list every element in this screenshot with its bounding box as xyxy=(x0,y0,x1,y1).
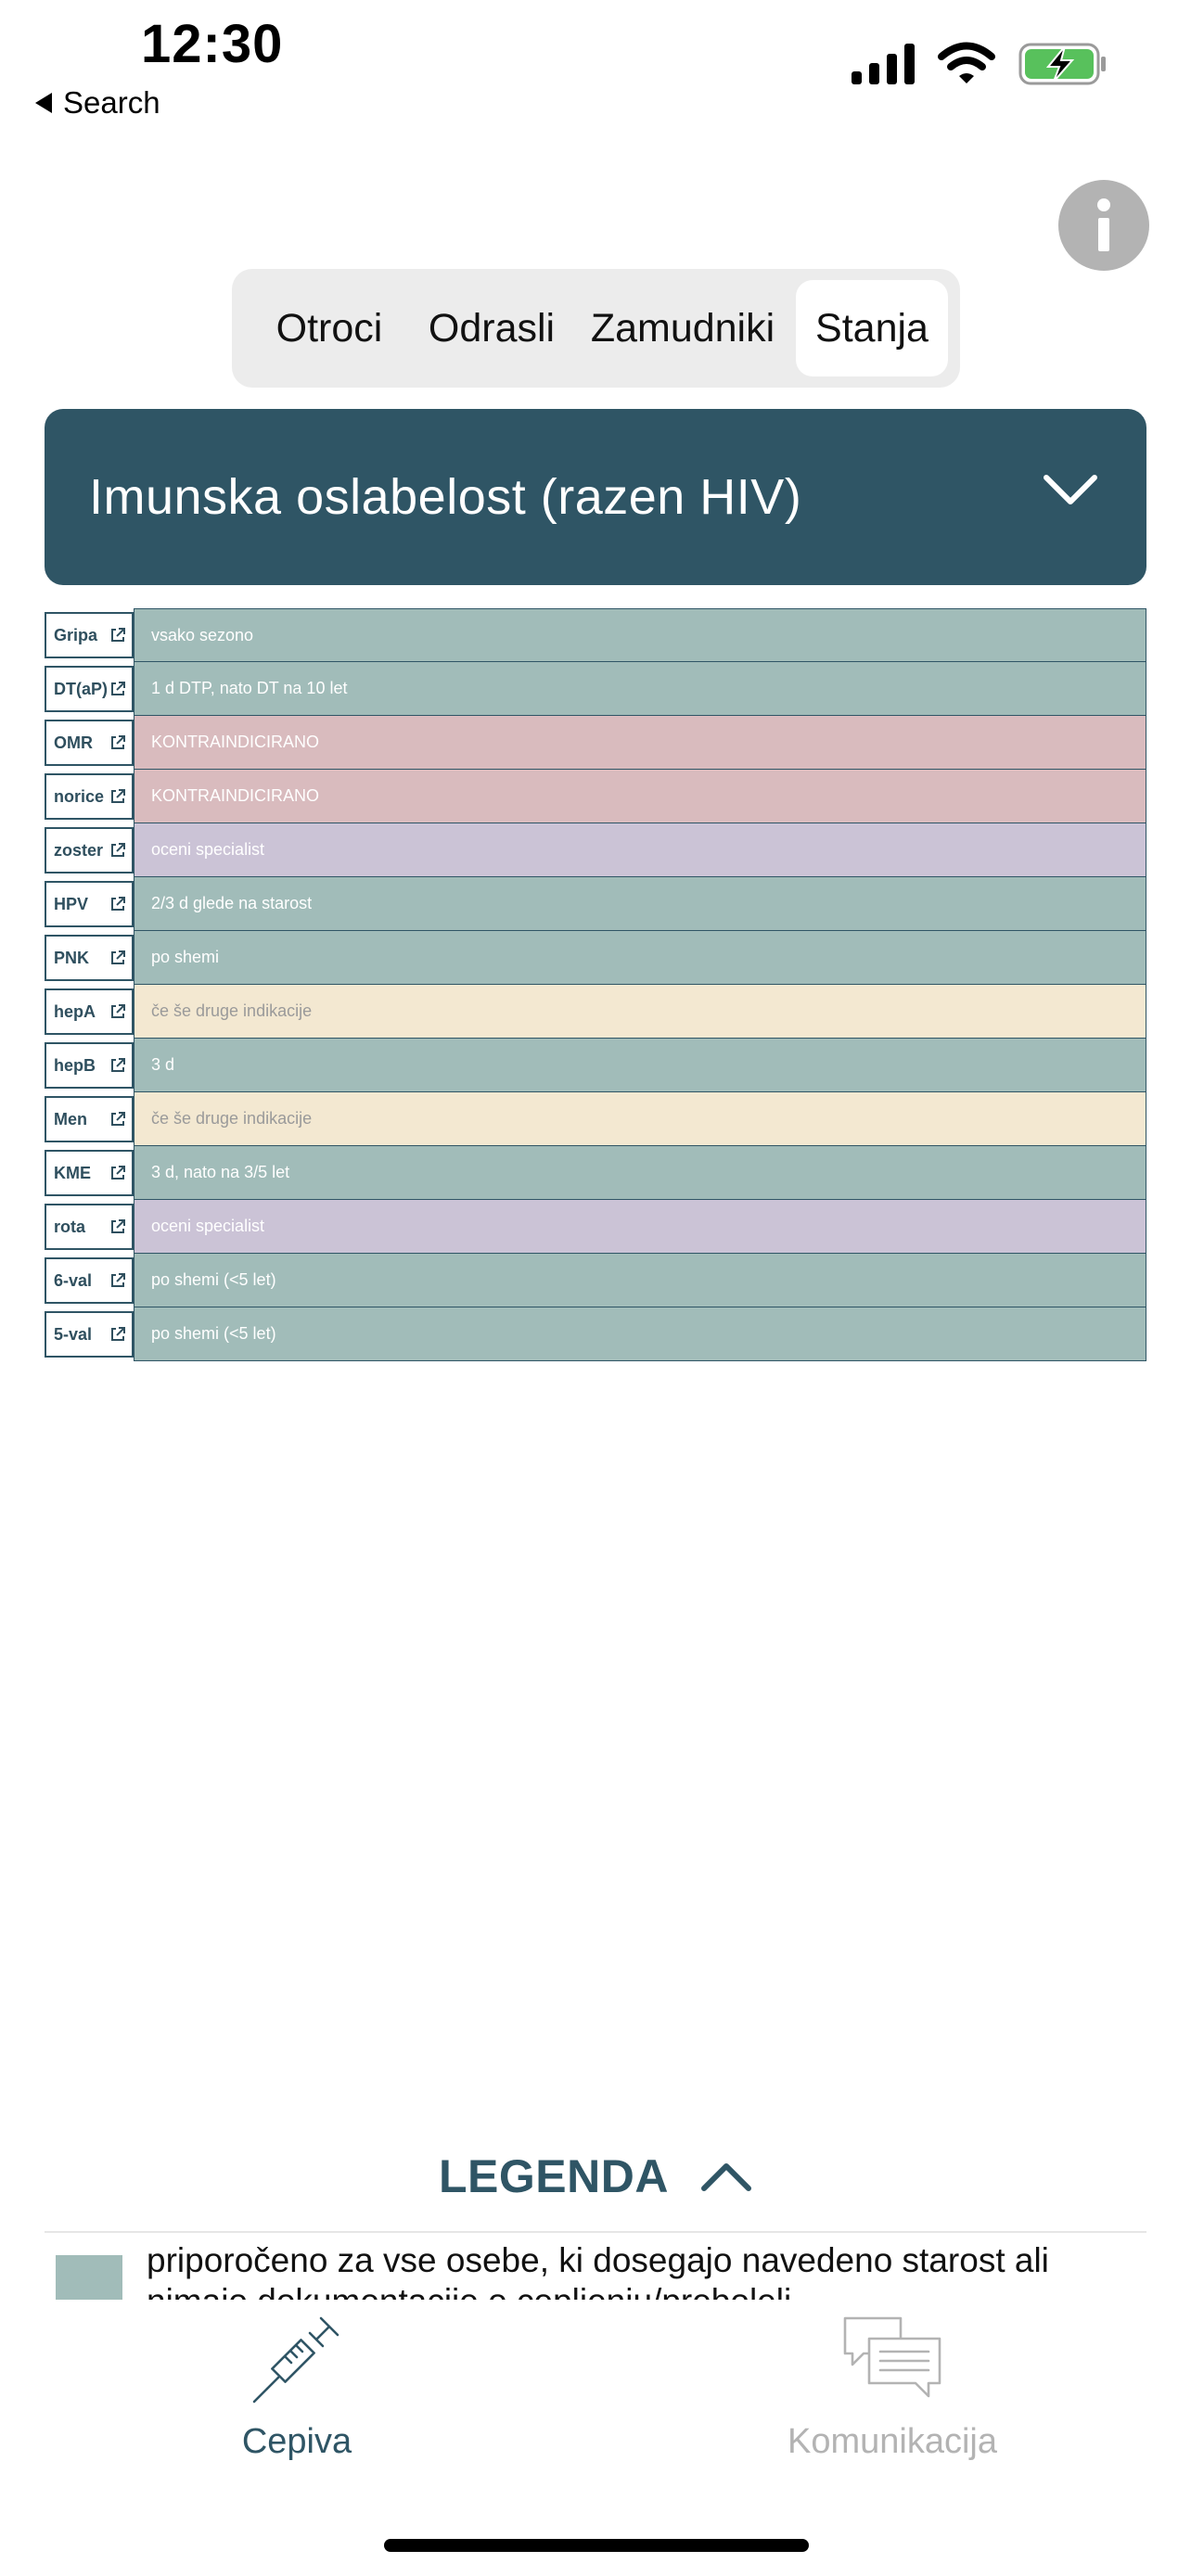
external-link-icon xyxy=(109,1003,126,1020)
vaccine-link-button[interactable] xyxy=(45,988,134,1035)
tab-zamudniki[interactable]: Zamudniki xyxy=(590,305,775,351)
external-link-icon xyxy=(109,788,126,805)
legend-swatch xyxy=(56,2255,122,2303)
category-tabs xyxy=(232,269,960,388)
vaccine-name: PNK xyxy=(54,948,90,967)
vaccine-name: hepB xyxy=(54,1055,96,1075)
back-label: Search xyxy=(63,85,160,120)
vaccine-name: hepA xyxy=(54,1001,96,1021)
table-row xyxy=(45,1039,1146,1092)
vaccine-link-button[interactable] xyxy=(45,935,134,981)
vaccine-table xyxy=(45,608,1146,1361)
recommendation-text: KONTRAINDICIRANO xyxy=(151,733,320,751)
vaccine-name: 5-val xyxy=(54,1324,93,1344)
recommendation-text: po shemi (<5 let) xyxy=(151,1270,276,1289)
back-to-search[interactable] xyxy=(35,85,160,121)
vaccine-name: KME xyxy=(54,1163,91,1182)
external-link-icon xyxy=(109,1165,126,1181)
table-row xyxy=(45,931,1146,985)
vaccine-link-button[interactable] xyxy=(45,1150,134,1196)
recommendation-text: če še druge indikacije xyxy=(151,1001,313,1020)
vaccine-link-button[interactable] xyxy=(45,612,134,658)
table-row xyxy=(45,608,1146,662)
status-time: 12:30 xyxy=(141,14,284,74)
recommendation-text: če še druge indikacije xyxy=(151,1109,313,1128)
vaccine-link-button[interactable] xyxy=(45,881,134,927)
recommendation-text: 2/3 d glede na starost xyxy=(151,894,313,912)
external-link-icon xyxy=(109,842,126,859)
vaccine-link-button[interactable] xyxy=(45,773,134,820)
external-link-icon xyxy=(109,1111,126,1128)
vaccine-recommendation xyxy=(134,877,1146,931)
vaccine-name: Men xyxy=(54,1109,87,1129)
vaccine-link-button[interactable] xyxy=(45,666,134,712)
table-row xyxy=(45,985,1146,1039)
vaccine-name: zoster xyxy=(54,840,104,860)
recommendation-text: po shemi (<5 let) xyxy=(151,1324,276,1343)
vaccine-recommendation xyxy=(134,985,1146,1039)
tab-komunikacija[interactable] xyxy=(707,2300,1078,2462)
vaccine-recommendation xyxy=(134,1200,1146,1254)
external-link-icon xyxy=(109,627,126,644)
table-row xyxy=(45,716,1146,770)
recommendation-text: po shemi xyxy=(151,948,220,966)
table-row xyxy=(45,877,1146,931)
external-link-icon xyxy=(109,1326,126,1343)
legend-divider xyxy=(45,2231,1146,2233)
tab-cepiva[interactable] xyxy=(111,2300,482,2462)
recommendation-text: 3 d xyxy=(151,1055,175,1074)
vaccine-name: DT(aP) xyxy=(54,679,108,698)
external-link-icon xyxy=(109,734,126,751)
vaccine-recommendation xyxy=(134,823,1146,877)
table-row xyxy=(45,1254,1146,1307)
vaccine-recommendation xyxy=(134,1254,1146,1307)
external-link-icon xyxy=(109,896,126,912)
external-link-icon xyxy=(109,681,126,697)
recommendation-text: 1 d DTP, nato DT na 10 let xyxy=(151,679,348,697)
vaccine-name: norice xyxy=(54,786,105,806)
vaccine-recommendation xyxy=(134,931,1146,985)
vaccine-recommendation xyxy=(134,770,1146,823)
battery-charging-icon xyxy=(1018,43,1108,85)
vaccine-recommendation xyxy=(134,662,1146,716)
vaccine-name: 6-val xyxy=(54,1270,93,1290)
tab-odrasli[interactable]: Odrasli xyxy=(428,305,556,351)
table-row xyxy=(45,1146,1146,1200)
chat-bubbles-icon xyxy=(841,2313,943,2405)
info-button[interactable] xyxy=(1058,180,1149,271)
legend-item-text: priporočeno za vse osebe, ki dosegajo navedeno starost ali xyxy=(147,2241,1049,2279)
legend-item xyxy=(56,2237,1146,2292)
recommendation-text: 3 d, nato na 3/5 let xyxy=(151,1163,290,1181)
back-arrow-icon xyxy=(35,93,52,113)
tab-label-komunikacija: Komunikacija xyxy=(788,2422,997,2461)
vaccine-name: OMR xyxy=(54,733,93,752)
table-row xyxy=(45,1307,1146,1361)
recommendation-text: oceni specialist xyxy=(151,1217,265,1235)
home-indicator xyxy=(384,2539,809,2552)
vaccine-recommendation xyxy=(134,716,1146,770)
vaccine-link-button[interactable] xyxy=(45,827,134,874)
chevron-down-icon xyxy=(1043,474,1098,507)
table-row xyxy=(45,770,1146,823)
vaccine-recommendation xyxy=(134,1146,1146,1200)
table-row xyxy=(45,1200,1146,1254)
vaccine-link-button[interactable] xyxy=(45,1204,134,1250)
info-icon xyxy=(1085,198,1122,253)
condition-dropdown[interactable] xyxy=(45,409,1146,585)
condition-title: Imunska oslabelost (razen HIV) xyxy=(89,469,802,525)
external-link-icon xyxy=(109,1218,126,1235)
recommendation-text: KONTRAINDICIRANO xyxy=(151,786,320,805)
vaccine-recommendation xyxy=(134,1092,1146,1146)
wifi-icon xyxy=(939,43,994,85)
cellular-signal-icon xyxy=(852,44,915,84)
legend-title: LEGENDA xyxy=(439,2150,669,2202)
legend-toggle[interactable] xyxy=(0,2149,1191,2203)
vaccine-link-button[interactable] xyxy=(45,720,134,766)
vaccine-recommendation xyxy=(134,1039,1146,1092)
tab-stanja[interactable]: Stanja xyxy=(796,280,948,376)
vaccine-link-button[interactable] xyxy=(45,1042,134,1089)
tab-label-cepiva: Cepiva xyxy=(241,2422,352,2461)
external-link-icon xyxy=(109,1057,126,1074)
syringe-icon xyxy=(250,2313,343,2405)
external-link-icon xyxy=(109,950,126,966)
bottom-tab-bar xyxy=(0,2300,1191,2576)
external-link-icon xyxy=(109,1272,126,1289)
table-row xyxy=(45,1092,1146,1146)
recommendation-text: oceni specialist xyxy=(151,840,265,859)
vaccine-link-button[interactable] xyxy=(45,1257,134,1304)
recommendation-text: vsako sezono xyxy=(151,625,254,644)
vaccine-name: Gripa xyxy=(54,625,98,644)
status-icons xyxy=(852,43,1108,85)
vaccine-recommendation xyxy=(134,1307,1146,1361)
vaccine-name: rota xyxy=(54,1217,86,1236)
table-row xyxy=(45,823,1146,877)
vaccine-recommendation xyxy=(134,608,1146,662)
vaccine-name: HPV xyxy=(54,894,89,913)
chevron-up-icon xyxy=(700,2161,752,2192)
vaccine-link-button[interactable] xyxy=(45,1096,134,1142)
tab-otroci[interactable]: Otroci xyxy=(275,305,383,351)
vaccine-link-button[interactable] xyxy=(45,1311,134,1358)
table-row xyxy=(45,662,1146,716)
